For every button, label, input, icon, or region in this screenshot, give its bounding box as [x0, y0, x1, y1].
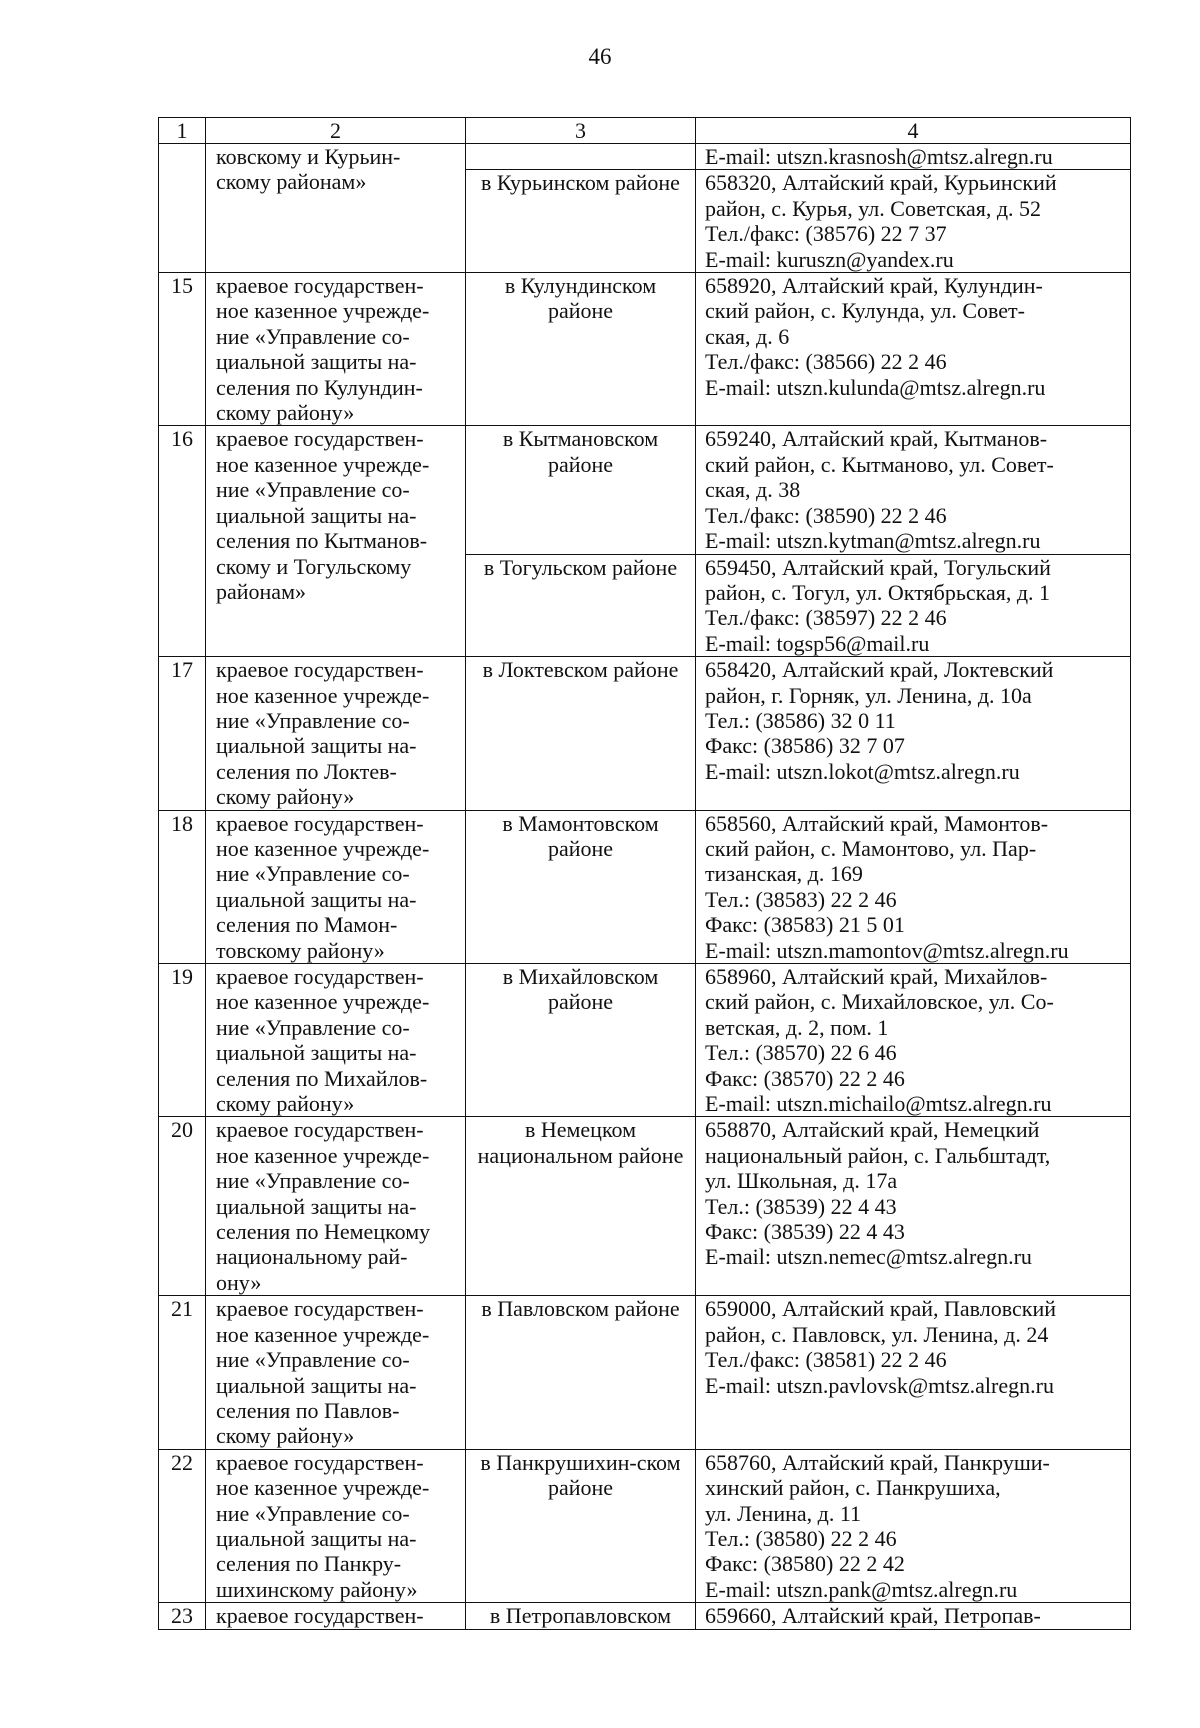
contact-cell [696, 1296, 1131, 1449]
name-line: краевое государствен- [216, 1449, 424, 1475]
district-cell: в Панкрушихин-ском районе [466, 1449, 696, 1602]
row-number: 19 [159, 964, 206, 1117]
district-cell: в Кулундинском районе [466, 273, 696, 426]
col-header-2: 2 [206, 118, 466, 144]
contact-line: ул. Школьная, д. 17а [705, 1168, 898, 1194]
contact-line: E-mail: utszn.kulunda@mtsz.alregn.ru [705, 374, 1046, 400]
contact-line: E-mail: utszn.pank@mtsz.alregn.ru [705, 1576, 1018, 1602]
name-line: циальной защиты на- [216, 1372, 417, 1398]
row-number: 21 [159, 1296, 206, 1449]
name-line: краевое государствен- [216, 1296, 424, 1322]
table-body [159, 144, 1131, 1630]
contact-line: E-mail: utszn.pavlovsk@mtsz.alregn.ru [705, 1372, 1054, 1398]
institution-name-cell [206, 810, 466, 963]
name-line: краевое государствен- [216, 964, 424, 989]
name-line: ние «Управление со- [216, 707, 410, 733]
name-line: скому району» [216, 1091, 355, 1117]
header-row [159, 118, 1131, 144]
row-number: 23 [159, 1603, 206, 1629]
name-line: ние «Управление со- [216, 1168, 410, 1194]
table-row [159, 1117, 1131, 1296]
name-line: товскому району» [216, 937, 385, 963]
contact-line: национальный район, с. Гальбштадт, [705, 1142, 1051, 1168]
contact-line: 658320, Алтайский край, Курьинский [705, 170, 1057, 196]
name-line: краевое государствен- [216, 426, 424, 452]
name-line: ние «Управление со- [216, 323, 410, 349]
district-cell: в Петропавловском [466, 1603, 696, 1629]
contact-line: Тел.: (38570) 22 6 46 [705, 1040, 897, 1066]
contact-line: Тел.: (38580) 22 2 46 [705, 1525, 897, 1551]
contact-line: 658960, Алтайский край, Михайлов- [705, 964, 1048, 989]
name-line: циальной защиты на- [216, 349, 417, 375]
district-cell: в Локтевском районе [466, 657, 696, 810]
district-cell: в Тогульском районе [466, 554, 696, 657]
name-line: ние «Управление со- [216, 861, 410, 887]
name-line: ное казенное учрежде- [216, 1142, 430, 1168]
contact-line: хинский район, с. Панкрушиха, [705, 1475, 1001, 1501]
table-row [159, 657, 1131, 810]
institution-name-cell [206, 273, 466, 426]
table-row [159, 964, 1131, 1117]
contact-line: E-mail: utszn.krasnosh@mtsz.alregn.ru [705, 144, 1053, 169]
continued-row-num [159, 144, 206, 273]
row-number: 16 [159, 426, 206, 657]
name-line: районам» [216, 578, 306, 604]
contact-line: 658760, Алтайский край, Панкруши- [705, 1449, 1050, 1475]
institution-name-cell [206, 1296, 466, 1449]
institution-name-cell [206, 1117, 466, 1296]
contact-line: 659240, Алтайский край, Кытманов- [705, 426, 1048, 452]
contact-line: Тел./факс: (38597) 22 2 46 [705, 605, 947, 631]
name-line: циальной защиты на- [216, 1193, 417, 1219]
district-cell: в Кытмановском районе [466, 426, 696, 554]
contact-line: Тел.: (38539) 22 4 43 [705, 1193, 897, 1219]
contact-line: Тел./факс: (38581) 22 2 46 [705, 1347, 947, 1373]
name-line: краевое государствен- [216, 810, 424, 836]
contact-line: ская, д. 6 [705, 323, 790, 349]
contact-line: район, с. Тогул, ул. Октябрьская, д. 1 [705, 579, 1051, 605]
contact-line: 658920, Алтайский край, Кулундин- [705, 273, 1043, 299]
contact-cell [696, 1449, 1131, 1602]
contact-line: тизанская, д. 169 [705, 861, 863, 887]
name-line: ние «Управление со- [216, 1347, 410, 1373]
name-line: циальной защиты на- [216, 1040, 417, 1066]
districts-table [158, 117, 1131, 1630]
contact-line: район, с. Павловск, ул. Ленина, д. 24 [705, 1321, 1049, 1347]
name-line: скому и Тогульскому [216, 553, 412, 579]
contact-line: E-mail: utszn.mamontov@mtsz.alregn.ru [705, 937, 1069, 963]
contact-line: Тел.: (38586) 32 0 11 [705, 707, 896, 733]
district-cell: в Павловском районе [466, 1296, 696, 1449]
contact-line: 658870, Алтайский край, Немецкий [705, 1117, 1040, 1143]
row-number: 22 [159, 1449, 206, 1602]
name-line: циальной защиты на- [216, 502, 417, 528]
contact-line: ский район, с. Кытманово, ул. Совет- [705, 451, 1054, 477]
name-line: краевое государствен- [216, 273, 424, 299]
name-line: скому району» [216, 1423, 355, 1449]
name-line: скому району» [216, 400, 355, 426]
name-line: краевое государствен- [216, 1117, 424, 1143]
institution-name-cell [206, 1449, 466, 1602]
row-number: 20 [159, 1117, 206, 1296]
row-number: 15 [159, 273, 206, 426]
name-line: ние «Управление со- [216, 1014, 410, 1040]
name-line: ное казенное учрежде- [216, 682, 430, 708]
contact-line: 659450, Алтайский край, Тогульский [705, 554, 1051, 580]
contact-line: Тел.: (38583) 22 2 46 [705, 886, 897, 912]
name-line: ное казенное учрежде- [216, 298, 430, 324]
table-row [159, 1449, 1131, 1602]
contact-line: E-mail: kuruszn@yandex.ru [705, 246, 954, 272]
contact-line: 658420, Алтайский край, Локтевский [705, 657, 1054, 683]
row-number: 17 [159, 657, 206, 810]
contact-line: район, г. Горняк, ул. Ленина, д. 10а [705, 682, 1032, 708]
contact-cell [696, 426, 1131, 554]
name-line: ное казенное учрежде- [216, 1321, 430, 1347]
table-row [159, 273, 1131, 426]
row-number: 18 [159, 810, 206, 963]
contact-line: Факс: (38539) 22 4 43 [705, 1219, 905, 1245]
contact-line: E-mail: utszn.michailo@mtsz.alregn.ru [705, 1091, 1052, 1117]
name-line: ону» [216, 1269, 262, 1295]
name-line: селения по Мамон- [216, 912, 398, 938]
contact-cell [696, 964, 1131, 1117]
district-cell: в Немецком национальном районе [466, 1117, 696, 1296]
table-row [159, 810, 1131, 963]
name-line: циальной защиты на- [216, 1525, 417, 1551]
contact-line: E-mail: togsp56@mail.ru [705, 630, 930, 656]
col-header-4: 4 [696, 118, 1131, 144]
contact-line: ский район, с. Кулунда, ул. Совет- [705, 298, 1025, 324]
continued-row-district-top [466, 144, 696, 170]
contact-cell [696, 1603, 1131, 1629]
name-line: скому районам» [216, 169, 367, 195]
contact-line: 659660, Алтайский край, Петропав- [705, 1603, 1041, 1629]
contact-line: 659000, Алтайский край, Павловский [705, 1296, 1057, 1322]
contact-cell [696, 554, 1131, 657]
contact-cell [696, 273, 1131, 426]
col-header-3: 3 [466, 118, 696, 144]
name-line: селения по Локтев- [216, 758, 397, 784]
name-line: ное казенное учрежде- [216, 1475, 430, 1501]
district-cell: в Михайловском районе [466, 964, 696, 1117]
contact-line: Факс: (38583) 21 5 01 [705, 912, 905, 938]
name-line: селения по Немецкому [216, 1219, 431, 1245]
contact-line: E-mail: utszn.kytman@mtsz.alregn.ru [705, 528, 1041, 554]
district-cell: в Мамонтовском районе [466, 810, 696, 963]
contact-line: Факс: (38586) 32 7 07 [705, 733, 905, 759]
contact-line: Тел./факс: (38576) 22 7 37 [705, 221, 947, 247]
name-line: циальной защиты на- [216, 733, 417, 759]
contact-line: E-mail: utszn.lokot@mtsz.alregn.ru [705, 758, 1020, 784]
contact-line: Тел./факс: (38566) 22 2 46 [705, 349, 947, 375]
name-line: ное казенное учрежде- [216, 451, 430, 477]
institution-name-cell [206, 1603, 466, 1629]
contact-line: Факс: (38570) 22 2 46 [705, 1065, 905, 1091]
contact-line: E-mail: utszn.nemec@mtsz.alregn.ru [705, 1244, 1032, 1270]
contact-line: ский район, с. Мамонтово, ул. Пар- [705, 835, 1037, 861]
name-line: селения по Кытманов- [216, 528, 428, 554]
table-row [159, 1296, 1131, 1449]
name-line: селения по Павлов- [216, 1397, 400, 1423]
contact-line: ская, д. 38 [705, 477, 801, 503]
institution-name-cell [206, 426, 466, 657]
table-row [159, 426, 1131, 554]
continued-row-contact-top [696, 144, 1131, 170]
contact-cell [696, 657, 1131, 810]
name-line: ние «Управление со- [216, 1500, 410, 1526]
name-line: селения по Михайлов- [216, 1065, 428, 1091]
institution-name-cell [206, 964, 466, 1117]
name-line: краевое государствен- [216, 657, 424, 683]
contact-line: ветская, д. 2, пом. 1 [705, 1014, 889, 1040]
table-row [159, 1603, 1131, 1629]
contact-line: Факс: (38580) 22 2 42 [705, 1551, 905, 1577]
contact-line: Тел./факс: (38590) 22 2 46 [705, 502, 947, 528]
page-number: 46 [588, 44, 612, 69]
name-line: краевое государствен- [216, 1603, 424, 1629]
name-line: селения по Панкру- [216, 1551, 402, 1577]
name-line: ное казенное учрежде- [216, 835, 430, 861]
continued-row-name [206, 144, 466, 273]
name-line: ковскому и Курьин- [216, 144, 401, 169]
institution-name-cell [206, 657, 466, 810]
name-line: циальной защиты на- [216, 886, 417, 912]
name-line: ное казенное учрежде- [216, 989, 430, 1015]
name-line: скому району» [216, 784, 355, 810]
contact-line: ул. Ленина, д. 11 [705, 1500, 862, 1526]
continued-row-top [159, 144, 1131, 170]
contact-cell [696, 810, 1131, 963]
col-header-1: 1 [159, 118, 206, 144]
contact-line: 658560, Алтайский край, Мамонтов- [705, 810, 1049, 836]
contact-cell [696, 1117, 1131, 1296]
contact-line: ский район, с. Михайловское, ул. Со- [705, 989, 1054, 1015]
contact-line: район, с. Курья, ул. Советская, д. 52 [705, 195, 1042, 221]
contact-cell [696, 170, 1131, 273]
name-line: ние «Управление со- [216, 477, 410, 503]
district-cell: в Курьинском районе [466, 170, 696, 273]
name-line: национальному рай- [216, 1244, 408, 1270]
name-line: шихинскому району» [216, 1576, 418, 1602]
name-line: селения по Кулундин- [216, 374, 423, 400]
